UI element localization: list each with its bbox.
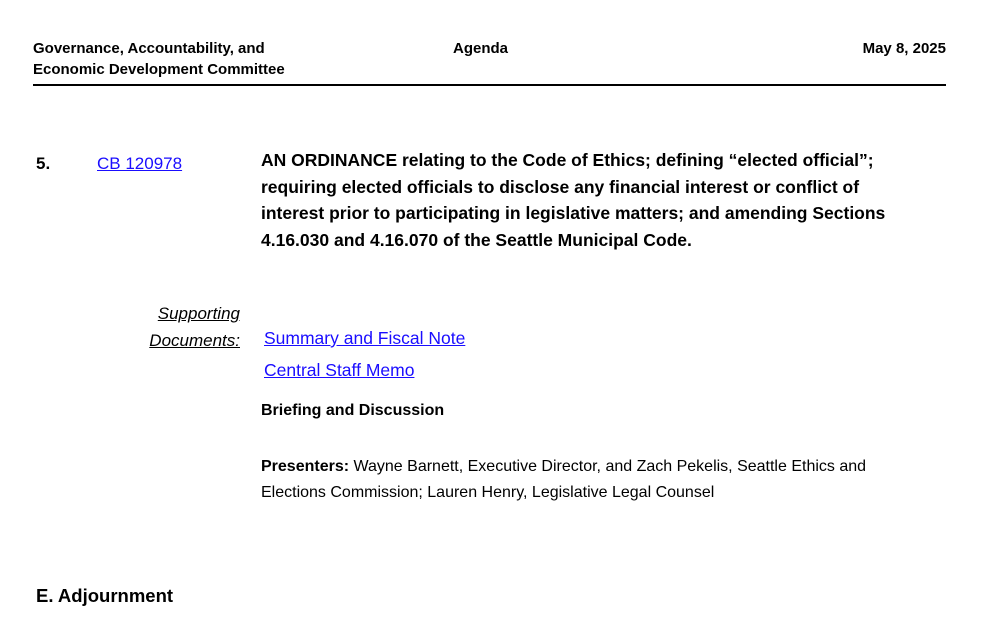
presenters-text: Wayne Barnett, Executive Director, and Zach Pekelis, Seattle Ethics and Elections Commission; Lauren Henry, Legislative Legal Counsel [261, 458, 867, 501]
ordinance-title-lead: AN ORDINANCE [261, 150, 398, 170]
presenters-label: Presenters: [261, 458, 350, 475]
ordinance-title-text: relating to the Code of Ethics; defining “elected official”; requiring elected officials to disclose any financial interest or conflict of interest prior to participating in legislative matters; and amending Sections 4.16.030 and 4.16.070 of the Seattle Municipal Code. [261, 150, 886, 250]
agenda-item-number: 5. [36, 154, 51, 173]
adjournment-heading: E. Adjournment [36, 585, 174, 606]
meeting-date: May 8, 2025 [862, 40, 946, 57]
document-type: Agenda [453, 40, 509, 57]
committee-name-line2: Economic Development Committee [33, 61, 285, 78]
action-type: Briefing and Discussion [261, 402, 445, 419]
committee-name [33, 38, 285, 80]
presenters [261, 454, 881, 506]
supporting-label-line1: Supporting [157, 304, 240, 323]
council-bill-link[interactable]: CB 120978 [97, 154, 183, 173]
summary-fiscal-note-link[interactable]: Summary and Fiscal Note [264, 328, 466, 348]
committee-name-line1: Governance, Accountability, and [33, 40, 265, 57]
central-staff-memo-link[interactable]: Central Staff Memo [264, 360, 415, 380]
ordinance-title [261, 147, 921, 253]
supporting-documents-label [110, 300, 240, 354]
supporting-label-line2: Documents: [149, 331, 240, 350]
supporting-documents-list [264, 322, 465, 386]
agenda-header [33, 38, 946, 86]
